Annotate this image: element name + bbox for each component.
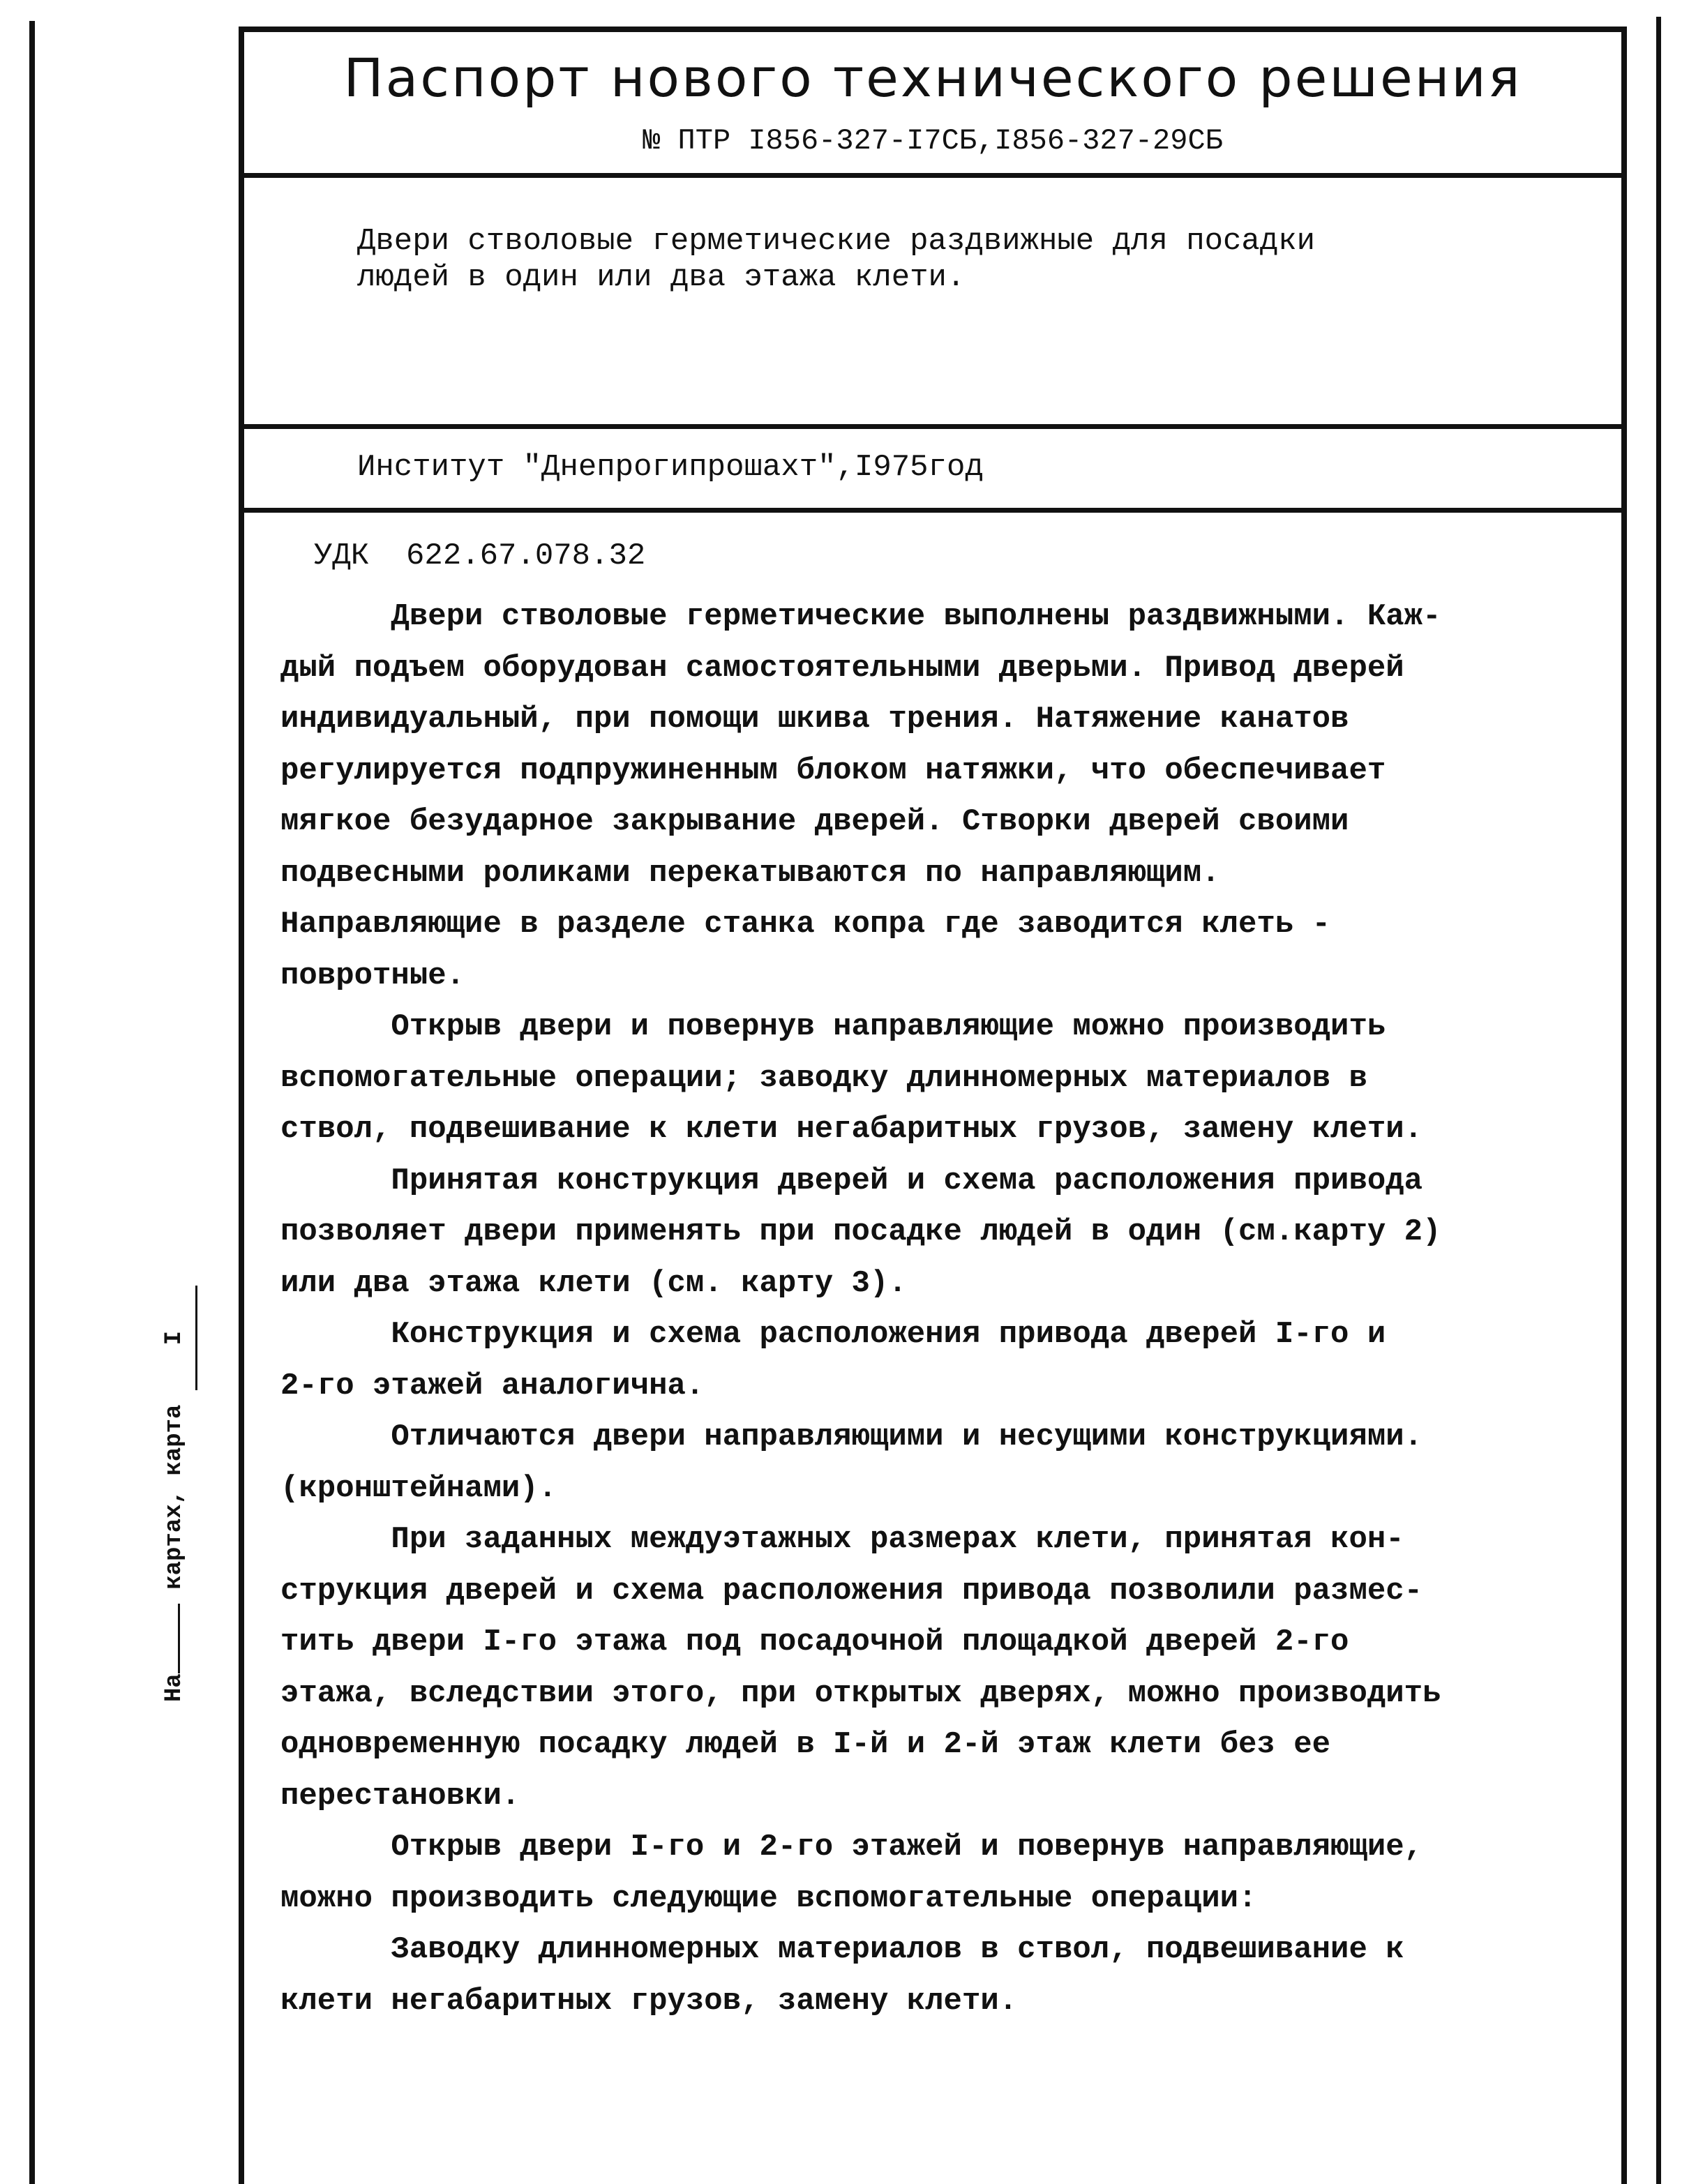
body-line: подвесными роликами перекатываются по направляющим. (280, 855, 1220, 891)
body-line: Открыв двери І-го и 2-го этажей и повернув направляющие, (280, 1830, 1423, 1865)
body-line: При заданных междуэтажных размерах клети, принятая кон- (280, 1522, 1404, 1557)
blank-count-field (178, 1604, 180, 1673)
body-line: повротные. (280, 958, 465, 993)
body-line: Конструкция и схема расположения привода дверей І-го и (280, 1317, 1386, 1352)
subject-block (357, 223, 1315, 296)
body-line: вспомогательные операции; заводку длинномерных материалов в (280, 1060, 1367, 1096)
margin-prefix: На (161, 1673, 188, 1702)
right-border-line (1656, 17, 1661, 2184)
body-line: струкция дверей и схема расположения привода позволили размес- (280, 1573, 1423, 1609)
body-line: перестановки. (280, 1778, 520, 1814)
body-text (280, 592, 1606, 2027)
body-line: 2-го этажей аналогична. (280, 1368, 705, 1403)
left-border-line (29, 21, 35, 2184)
card-number-field: І (153, 1286, 197, 1390)
rule-after-institute (239, 508, 1627, 513)
margin-middle: картах, карта (161, 1404, 188, 1590)
body-line: можно производить следующие вспомогательные операции: (280, 1881, 1257, 1916)
body-line: тить двери І-го этажа под посадочной площадкой дверей 2-го (280, 1625, 1349, 1659)
body-line: мягкое безударное закрывание дверей. Створки дверей своими (280, 804, 1349, 839)
page-title: Паспорт нового технического решения (343, 47, 1522, 109)
document-number: № ПТР І856-327-І7СБ,І856-327-29СБ (643, 124, 1223, 158)
body-line: Двери стволовые герметические выполнены раздвижными. Каж- (280, 599, 1441, 634)
body-line: этажа, вследствии этого, при открытых дверях, можно производить (280, 1675, 1441, 1711)
body-line: ствол, подвешивание к клети негабаритных грузов, замену клети. (280, 1112, 1423, 1147)
body-line: Направляющие в разделе станка копра где заводится клеть - (280, 907, 1331, 942)
body-line: (кронштейнами). (280, 1470, 557, 1506)
subject-line: людей в один или два этажа клети. (357, 260, 966, 295)
body-line: индивидуальный, при помощи шкива трения. Натяжение канатов (280, 702, 1349, 737)
institute-line: Институт "Днепрогипрошахт",І975год (357, 450, 984, 485)
body-line: Отличаются двери направляющими и несущими конструкциями. (280, 1419, 1423, 1454)
udk-code: УДК 622.67.078.32 (314, 539, 646, 573)
body-line: Принятая конструкция дверей и схема расположения привода (280, 1163, 1423, 1198)
body-line: Заводку длинномерных материалов в ствол, подвешивание к (280, 1932, 1404, 1967)
body-line: клети негабаритных грузов, замену клети. (280, 1983, 1018, 2019)
body-line: позволяет двери применять при посадке людей в один (см.карту 2) (280, 1214, 1441, 1249)
body-line: дый подъем оборудован самостоятельными дверьми. Привод дверей (280, 650, 1404, 686)
margin-card-note (153, 1286, 197, 1702)
rule-after-header (239, 173, 1627, 178)
subject-line: Двери стволовые герметические раздвижные для посадки (357, 224, 1316, 259)
body-line: Открыв двери и повернув направляющие можно производить (280, 1009, 1386, 1044)
body-line: одновременную посадку людей в І-й и 2-й этаж клети без ее (280, 1727, 1331, 1762)
body-line: регулируется подпружиненным блоком натяжки, что обеспечивает (280, 753, 1386, 788)
rule-after-subject (239, 424, 1627, 429)
body-line: или два этажа клети (см. карту 3). (280, 1265, 907, 1301)
